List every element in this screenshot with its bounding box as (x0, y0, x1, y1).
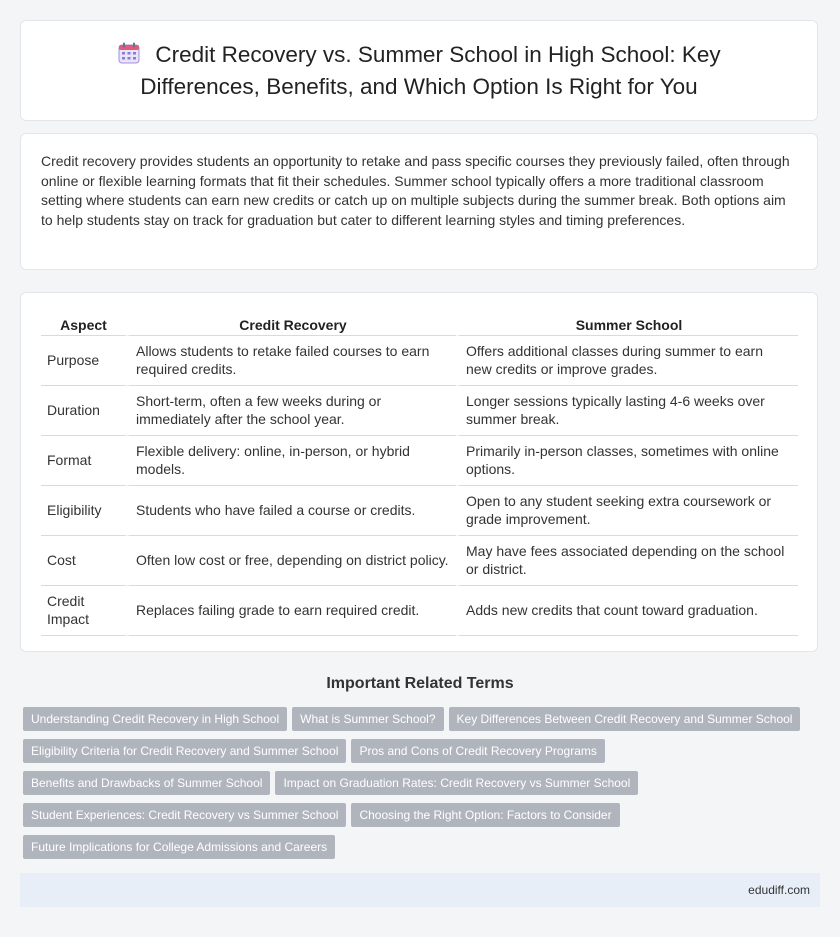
related-term-tag[interactable]: What is Summer School? (292, 707, 443, 731)
row-credit-recovery: Students who have failed a course or credits. (126, 486, 456, 536)
row-credit-recovery: Replaces failing grade to earn required credit. (126, 586, 456, 636)
related-term-tag[interactable]: Key Differences Between Credit Recovery and Summer School (449, 707, 801, 731)
related-term-tag[interactable]: Eligibility Criteria for Credit Recovery and Summer School (23, 739, 346, 763)
row-summer-school: Open to any student seeking extra coursework or grade improvement. (456, 486, 798, 536)
row-aspect: Credit Impact (41, 586, 126, 636)
related-term-tag[interactable]: Choosing the Right Option: Factors to Consider (351, 803, 619, 827)
page-title (21, 40, 817, 101)
page-title-text: Credit Recovery vs. Summer School in High School: Key Differences, Benefits, and Which Option Is Right for You (140, 42, 721, 99)
table-row (41, 436, 798, 486)
title-card (20, 20, 818, 121)
related-term-tag[interactable]: Future Implications for College Admissions and Careers (23, 835, 335, 859)
table-row (41, 336, 798, 386)
header-summer-school: Summer School (456, 311, 798, 336)
related-term-tag[interactable]: Student Experiences: Credit Recovery vs Summer School (23, 803, 346, 827)
row-summer-school: Primarily in-person classes, sometimes with online options. (456, 436, 798, 486)
comparison-table (41, 311, 798, 636)
header-aspect: Aspect (41, 311, 126, 336)
row-aspect: Eligibility (41, 486, 126, 536)
table-row (41, 536, 798, 586)
table-row (41, 386, 798, 436)
related-term-tag[interactable]: Benefits and Drawbacks of Summer School (23, 771, 270, 795)
intro-card (20, 133, 818, 270)
calendar-icon (117, 41, 141, 72)
row-summer-school: Longer sessions typically lasting 4-6 weeks over summer break. (456, 386, 798, 436)
footer (20, 873, 820, 907)
row-aspect: Format (41, 436, 126, 486)
related-term-tag[interactable]: Understanding Credit Recovery in High School (23, 707, 287, 731)
row-summer-school: Offers additional classes during summer to earn new credits or improve grades. (456, 336, 798, 386)
row-credit-recovery: Allows students to retake failed courses to earn required credits. (126, 336, 456, 386)
footer-site[interactable]: edudiff.com (748, 883, 810, 897)
related-terms-list (23, 707, 823, 867)
table-row (41, 486, 798, 536)
table-row (41, 586, 798, 636)
row-aspect: Duration (41, 386, 126, 436)
row-summer-school: May have fees associated depending on the school or district. (456, 536, 798, 586)
header-credit-recovery: Credit Recovery (126, 311, 456, 336)
comparison-card (20, 292, 818, 652)
related-terms-title: Important Related Terms (326, 675, 514, 692)
row-summer-school: Adds new credits that count toward graduation. (456, 586, 798, 636)
row-aspect: Purpose (41, 336, 126, 386)
row-aspect: Cost (41, 536, 126, 586)
intro-text: Credit recovery provides students an opportunity to retake and pass specific courses they previously failed, often through online or flexible learning formats that fit their schedules. Summer school typically offers a more traditional classroom setting where students can earn new credits or catch up on multiple subjects during the summer break. Both options aim to help students stay on track for graduation but cater to different learning styles and timing preferences. (41, 153, 790, 228)
related-term-tag[interactable]: Impact on Graduation Rates: Credit Recovery vs Summer School (275, 771, 638, 795)
table-header-row (41, 311, 798, 336)
row-credit-recovery: Short-term, often a few weeks during or immediately after the school year. (126, 386, 456, 436)
related-term-tag[interactable]: Pros and Cons of Credit Recovery Programs (351, 739, 604, 763)
row-credit-recovery: Often low cost or free, depending on district policy. (126, 536, 456, 586)
row-credit-recovery: Flexible delivery: online, in-person, or hybrid models. (126, 436, 456, 486)
